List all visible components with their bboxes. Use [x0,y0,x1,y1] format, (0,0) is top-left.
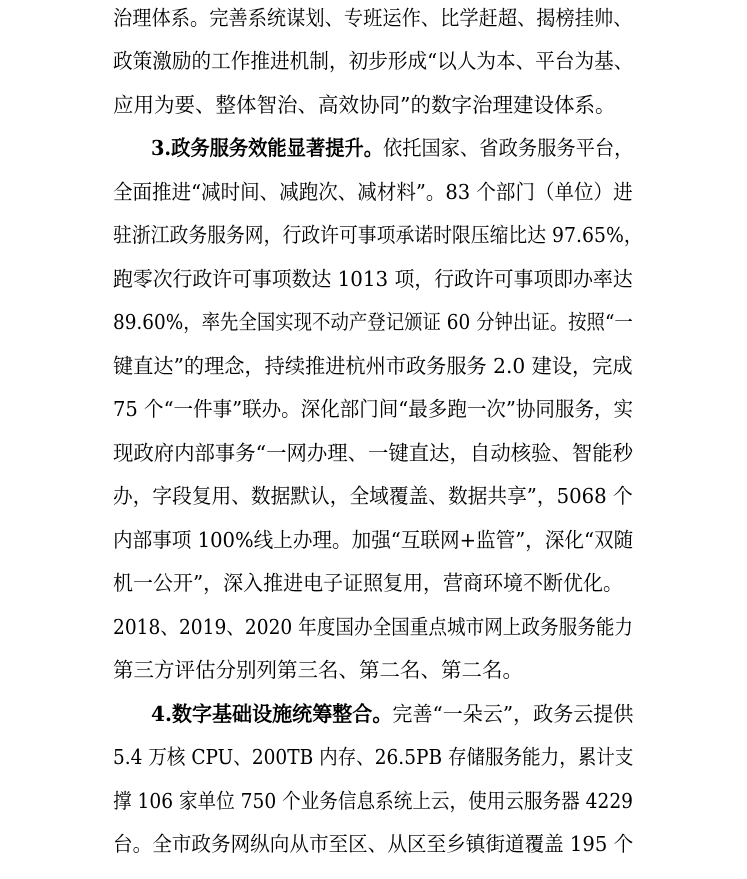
body-line: 全面推进“减时间、减跑次、减材料”。83 个部门（单位）进 [113,180,633,204]
body-line: 75 个“一件事”联办。深化部门间“最多跑一次”协同服务，实 [113,397,634,421]
section-4-heading: 4.数字基础设施统筹整合。 [151,702,393,726]
body-line: 驻浙江政务服务网，行政许可事项承诺时限压缩比达 97.65%， [113,223,643,247]
body-line: 办，字段复用、数据默认，全域覆盖、数据共享”，5068 个 [113,484,633,508]
body-line: 键直达”的理念，持续推进杭州市政务服务 2.0 建设，完成 [113,354,633,378]
section-4-first-line [151,700,634,728]
body-line: 2018、2019、2020 年度国办全国重点城市网上政务服务能力 [113,615,634,639]
body-line: 89.60%，率先全国实现不动产登记颁证 60 分钟出证。按照“一 [113,310,633,334]
body-line: 机一公开”，深入推进电子证照复用，营商环境不断优化。 [113,571,623,595]
body-line: 跑零次行政许可事项数达 1013 项，行政许可事项即办率达 [113,267,633,291]
body-line: 撑 106 家单位 750 个业务信息系统上云，使用云服务器 4229 [113,789,634,813]
body-line: 台。全市政务网纵向从市至区、从区至乡镇街道覆盖 195 个 [113,832,634,856]
body-line: 完善“一朵云”，政务云提供 [392,702,634,726]
section-3-heading: 3.政务服务效能显著提升。 [151,136,383,160]
section-3-first-line [151,134,634,162]
body-line: 内部事项 100%线上办理。加强“互联网+监管”，深化“双随 [113,528,634,552]
body-line: 现政府内部事务“一网办理、一键直达，自动核验、智能秒 [113,441,634,465]
body-line: 第三方评估分别列第三名、第二名、第二名。 [113,658,523,682]
body-line: 依托国家、省政务服务平台， [382,136,634,160]
body-line: 政策激励的工作推进机制，初步形成“以人为本、平台为基、 [113,49,634,73]
body-line: 应用为要、整体智治、高效协同”的数字治理建设体系。 [113,93,616,117]
body-line: 5.4 万核 CPU、200TB 内存、26.5PB 存储服务能力，累计支 [113,745,634,769]
body-line: 治理体系。完善系统谋划、专班运作、比学赶超、揭榜挂帅、 [113,6,633,30]
